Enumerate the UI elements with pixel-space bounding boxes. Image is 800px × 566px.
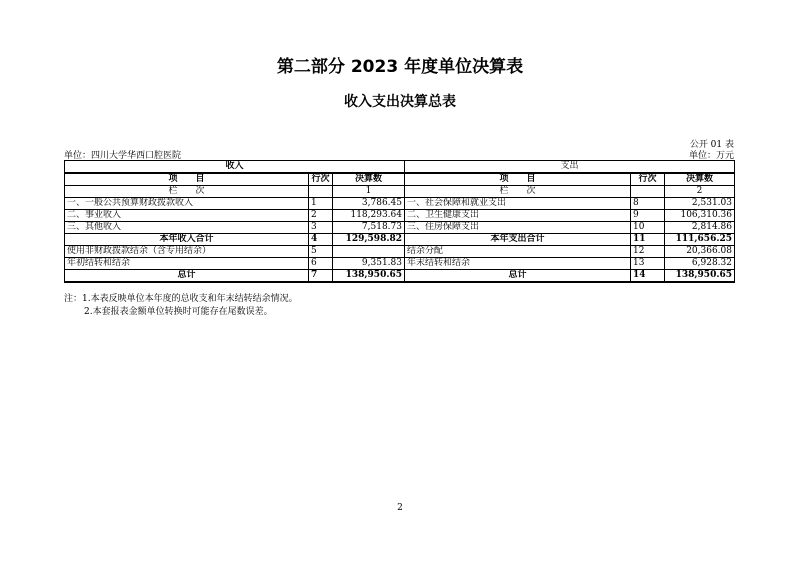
expense-total-label: 总计 [405,270,631,283]
column-number-row [65,186,735,198]
expense-row-no: 8 [631,198,665,210]
table-row [65,222,735,234]
income-expense-table [64,160,735,283]
expense-row-no-header: 行次 [631,173,665,186]
expense-row-no: 10 [631,222,665,234]
income-row-no: 3 [309,222,333,234]
income-total-amount: 138,950.65 [333,270,405,283]
income-item: 使用非财政拨款结余（含专用结余） [65,246,309,258]
expense-column-number: 2 [665,186,735,198]
income-total-label: 总计 [65,270,309,283]
income-row-no: 7 [309,270,333,283]
expense-item: 三、住房保障支出 [405,222,631,234]
expense-subtotal-label: 本年支出合计 [405,234,631,246]
expense-subtotal-amount: 111,656.25 [665,234,735,246]
income-subtotal-amount: 129,598.82 [333,234,405,246]
income-amount: 7,518.73 [333,222,405,234]
expense-amount: 20,366.08 [665,246,735,258]
column-header-row [65,173,735,186]
table-row [65,198,735,210]
expense-item: 一、社会保障和就业支出 [405,198,631,210]
expense-row-no: 11 [631,234,665,246]
table-row [65,246,735,258]
income-amount: 3,786.45 [333,198,405,210]
income-row-no: 5 [309,246,333,258]
income-item: 三、其他收入 [65,222,309,234]
currency-label: 单位：万元 [688,151,734,161]
income-row-no: 4 [309,234,333,246]
page-title: 第二部分 2023 年度单位决算表 [276,57,524,77]
expense-row-no: 13 [631,258,665,270]
section-header-row [65,161,735,174]
table-code: 公开 01 表 [689,140,734,150]
expense-section-header: 支出 [405,161,735,174]
income-row-no-header: 行次 [309,173,333,186]
table-title: 收入支出决算总表 [344,94,456,110]
income-column-label: 栏 次 [65,186,309,198]
expense-row-no: 14 [631,270,665,283]
note-1: 注：1.本表反映单位本年度的总收支和年末结转结余情况。 [64,294,298,304]
income-amount: 118,293.64 [333,210,405,222]
expense-item: 结余分配 [405,246,631,258]
income-item-header: 项 目 [65,173,309,186]
expense-amount: 6,928.32 [665,258,735,270]
income-item: 年初结转和结余 [65,258,309,270]
income-amount [333,246,405,258]
expense-amount: 2,814.86 [665,222,735,234]
income-amount: 9,351.83 [333,258,405,270]
expense-amount: 106,310.36 [665,210,735,222]
expense-column-empty [631,186,665,198]
expense-amount: 2,531.03 [665,198,735,210]
table-row [65,258,735,270]
expense-amount-header: 决算数 [665,173,735,186]
expense-row-no: 12 [631,246,665,258]
page-number: 2 [397,503,403,513]
income-item: 一、一般公共预算财政拨款收入 [65,198,309,210]
income-subtotal-label: 本年收入合计 [65,234,309,246]
table-notes [64,293,734,319]
note-2: 2.本套报表金额单位转换时可能存在尾数误差。 [84,307,273,317]
income-column-number: 1 [333,186,405,198]
expense-total-amount: 138,950.65 [665,270,735,283]
expense-item: 年末结转和结余 [405,258,631,270]
income-column-empty [309,186,333,198]
unit-label: 单位：四川大学华西口腔医院 [64,151,182,161]
income-row-no: 1 [309,198,333,210]
expense-row-no: 9 [631,210,665,222]
table-row [65,210,735,222]
income-section-header: 收入 [65,161,405,174]
income-row-no: 2 [309,210,333,222]
expense-item-header: 项 目 [405,173,631,186]
income-row-no: 6 [309,258,333,270]
income-amount-header: 决算数 [333,173,405,186]
expense-item: 二、卫生健康支出 [405,210,631,222]
total-row [65,270,735,283]
expense-column-label: 栏 次 [405,186,631,198]
income-item: 二、事业收入 [65,210,309,222]
subtotal-row [65,234,735,246]
